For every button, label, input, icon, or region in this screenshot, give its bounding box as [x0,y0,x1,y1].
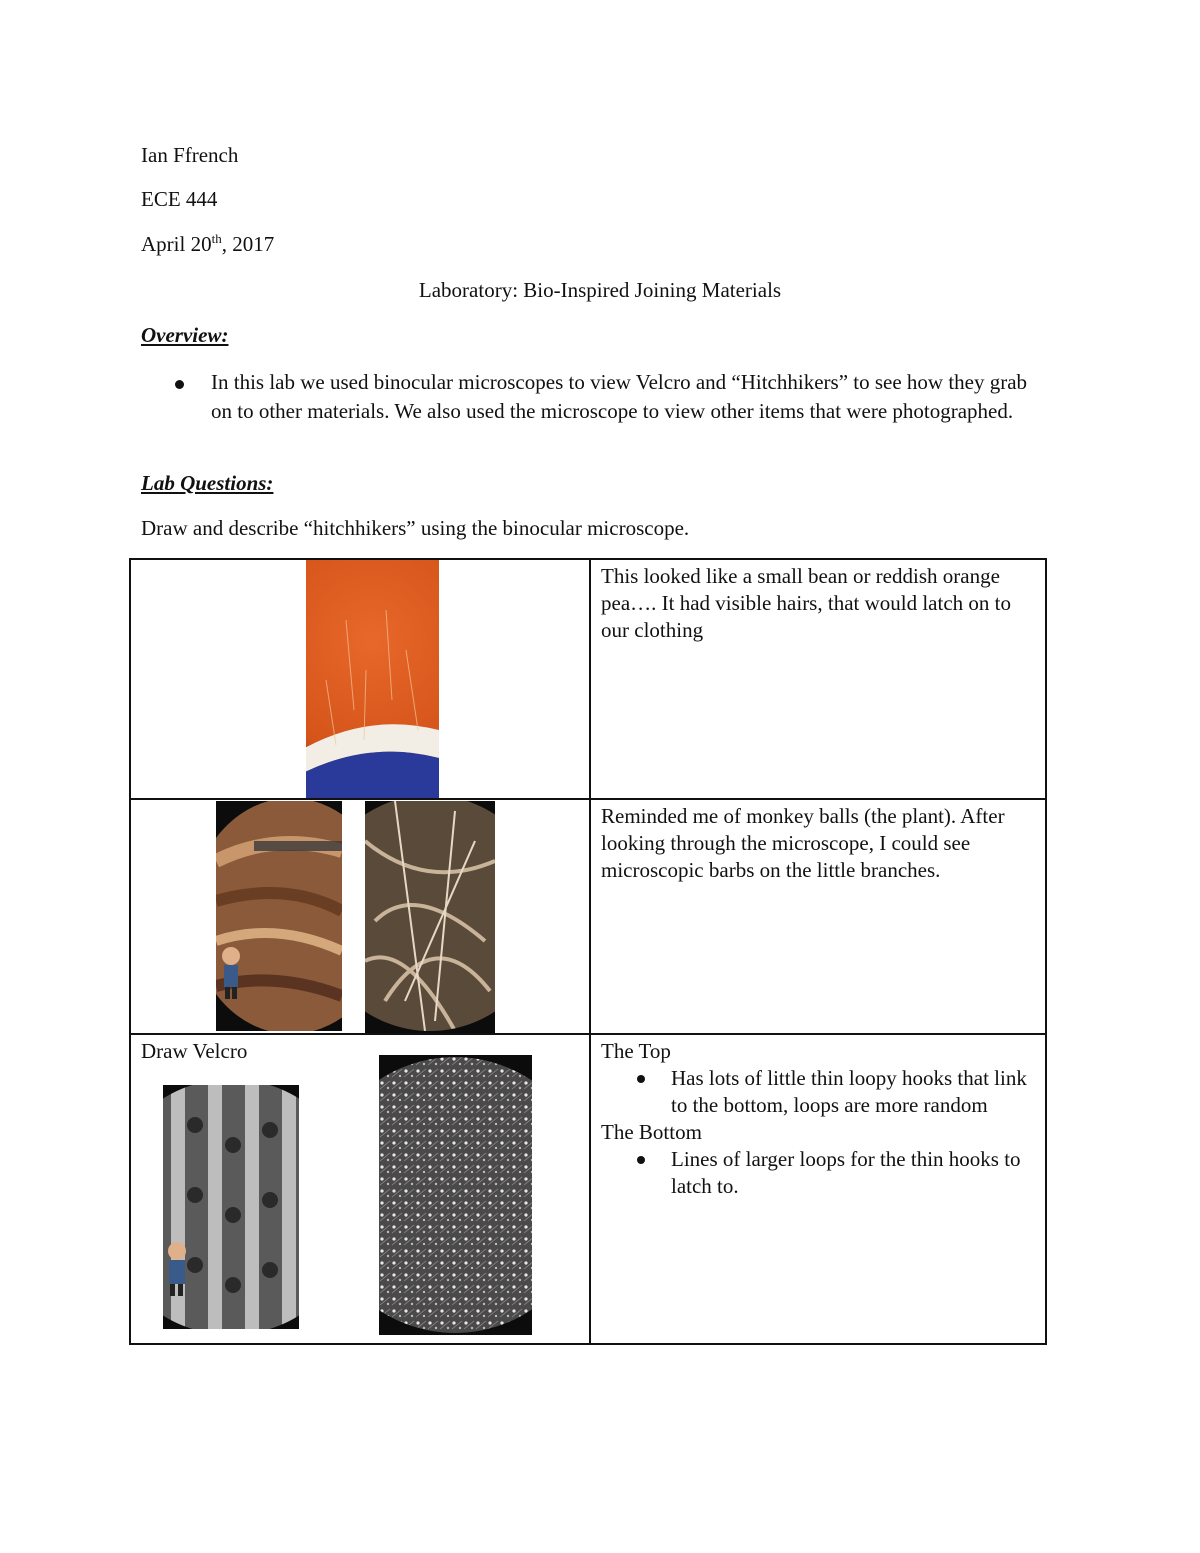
table-row [130,559,1046,799]
row1-image-cell [130,559,590,799]
observations-table [129,558,1047,1345]
document-title: Laboratory: Bio-Inspired Joining Materials [418,278,782,302]
bottom-label: The Bottom [601,1120,702,1144]
draw-velcro-label: Draw Velcro [141,1039,248,1063]
row2-description: Reminded me of monkey balls (the plant). After looking through the microscope, I could see microscopic barbs on the little branches. [601,804,1005,882]
list-item: Has lots of little thin loopy hooks that link to the bottom, loops are more random [671,1065,1035,1119]
overview-heading: Overview: [141,323,229,347]
bullet-icon [175,380,184,389]
top-list [601,1065,1035,1119]
row2-text-cell [590,799,1046,1034]
orange-hitchhiker-photo [306,560,439,798]
row3-image-cell [130,1034,590,1344]
velcro-description [591,1035,1045,1200]
course-code: ECE 444 [141,187,218,211]
overview-bullet [175,368,1045,426]
row1-description: This looked like a small bean or reddish orange pea…. It had visible hairs, that would latch on to our clothing [601,564,1011,642]
branch-photo-right [365,801,495,1033]
lab-questions-heading: Lab Questions: [141,471,274,495]
overview-text: In this lab we used binocular microscopes to view Velcro and “Hitchhikers” to see how they grab on to other materials. We also used the microscope to view other items that were photographed. [211,370,1028,423]
date-line [141,232,274,257]
row3-text-cell [590,1034,1046,1344]
table-row [130,1034,1046,1344]
lab-questions-prompt: Draw and describe “hitchhikers” using the binocular microscope. [141,516,690,540]
row2-image-cell [130,799,590,1034]
branch-photo-left [216,801,342,1031]
date-main: April 20 [141,232,212,256]
list-item: Lines of larger loops for the thin hooks to latch to. [671,1146,1035,1200]
date-year: , 2017 [221,232,275,256]
table-row [130,799,1046,1034]
row1-text-cell [590,559,1046,799]
velcro-photo-right [379,1055,532,1335]
velcro-photo-left [163,1085,299,1329]
bottom-list [601,1146,1035,1200]
author-name: Ian Ffrench [141,143,239,167]
top-label: The Top [601,1039,671,1063]
date-superscript: th [211,231,222,246]
